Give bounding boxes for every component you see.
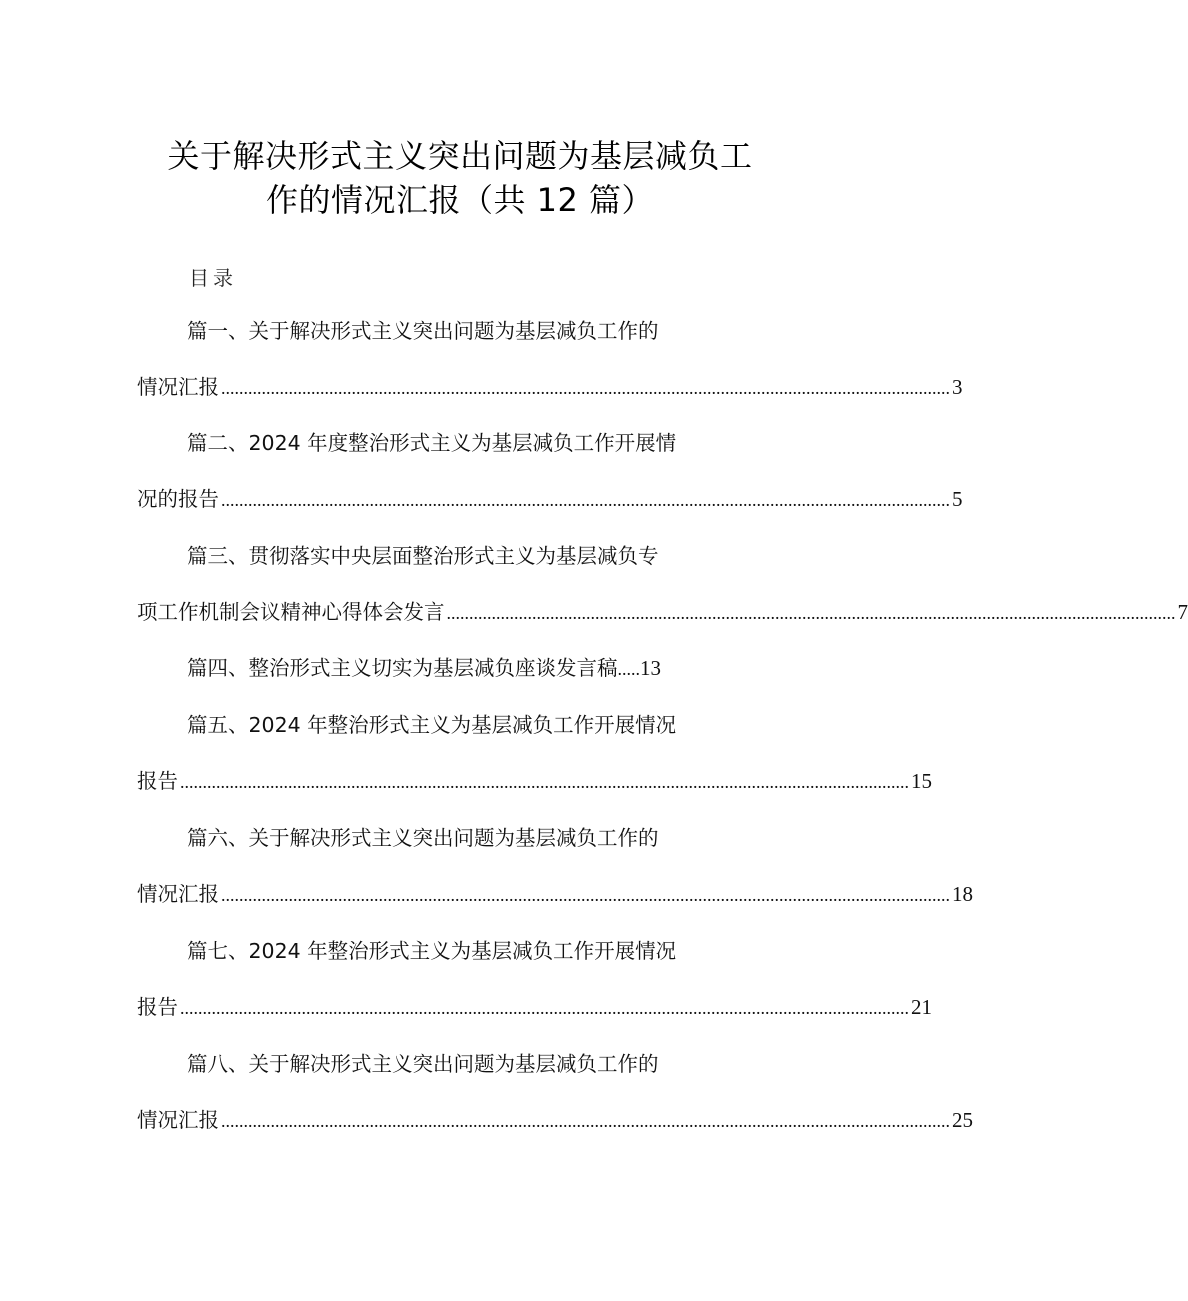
toc-entry-label: 情况汇报 [137,1108,219,1132]
title-line-2: 作的情况汇报（共 12 篇） [265,181,655,219]
toc-heading: 目录 [189,266,237,290]
toc-page-number: 5 [952,487,963,511]
toc-entry-label: 情况汇报 [137,882,219,906]
toc-entry-2-line-2[interactable] [137,485,963,514]
toc-entry-3-line-1[interactable]: 篇三、贯彻落实中央层面整治形式主义为基层减负专 [187,544,659,568]
dot-leader: .................................................................................................................................................................. [221,1111,950,1131]
toc-entry-label: 篇四、整治形式主义切实为基层减负座谈发言稿 [187,656,618,680]
dot-leader: .................................................................................................................................................................. [180,772,909,792]
toc-entry-4[interactable] [187,654,661,683]
toc-page-number: 18 [952,882,973,906]
toc-page-number: 3 [952,375,963,399]
toc-entry-6-line-2[interactable] [137,880,973,909]
toc-entry-label: 情况汇报 [137,375,219,399]
dot-leader: .................................................................................................................................................................. [221,378,950,398]
dot-leader: .................................................................................................................................................................. [446,603,1176,623]
dot-leader: .................................................................................................................................................................. [221,490,950,510]
toc-page-number: 13 [640,656,661,680]
dot-leader: ..... [617,659,640,679]
document-title [140,134,780,222]
toc-entry-1-line-2[interactable] [137,373,963,402]
title-line-1: 关于解决形式主义突出问题为基层减负工 [167,137,753,175]
toc-page-number: 7 [1177,600,1188,624]
dot-leader: .................................................................................................................................................................. [221,885,950,905]
toc-entry-2-line-1[interactable]: 篇二、2024 年度整治形式主义为基层减负工作开展情 [187,431,677,455]
dot-leader: .................................................................................................................................................................. [180,998,909,1018]
toc-page-number: 21 [911,995,932,1019]
toc-entry-8-line-2[interactable] [137,1106,973,1135]
toc-entry-label: 项工作机制会议精神心得体会发言 [137,600,445,624]
toc-entry-7-line-2[interactable] [137,993,932,1022]
toc-entry-label: 报告 [137,769,178,793]
toc-page-number: 15 [911,769,932,793]
toc-entry-5-line-1[interactable]: 篇五、2024 年整治形式主义为基层减负工作开展情况 [187,713,677,737]
toc-entry-label: 况的报告 [137,487,219,511]
toc-entry-1-line-1[interactable]: 篇一、关于解决形式主义突出问题为基层减负工作的 [187,319,659,343]
toc-entry-label: 报告 [137,995,178,1019]
toc-entry-7-line-1[interactable]: 篇七、2024 年整治形式主义为基层减负工作开展情况 [187,939,677,963]
toc-page-number: 25 [952,1108,973,1132]
toc-entry-8-line-1[interactable]: 篇八、关于解决形式主义突出问题为基层减负工作的 [187,1052,659,1076]
toc-entry-5-line-2[interactable] [137,767,932,796]
toc-entry-3-line-2[interactable] [137,598,1188,627]
toc-entry-6-line-1[interactable]: 篇六、关于解决形式主义突出问题为基层减负工作的 [187,826,659,850]
